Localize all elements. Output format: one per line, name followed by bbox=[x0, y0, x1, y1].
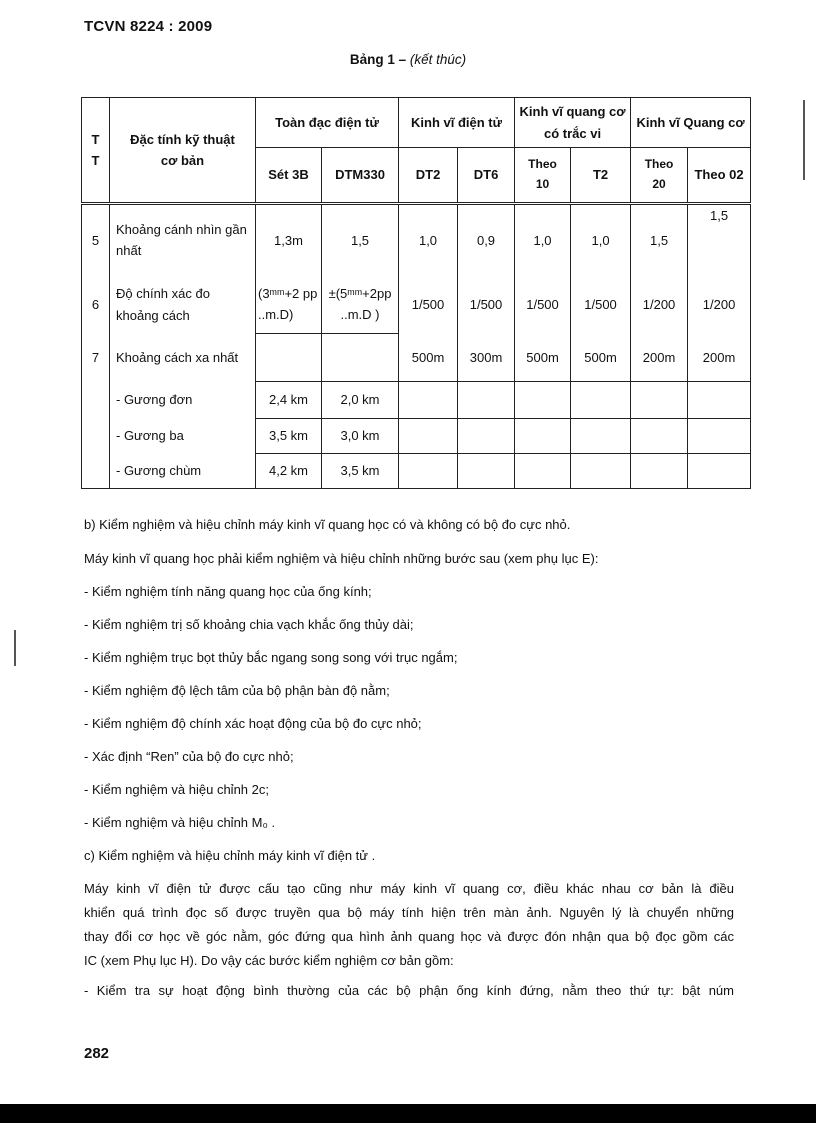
row6-theo10: 1/500 bbox=[515, 276, 571, 334]
scan-bottom-bar bbox=[0, 1104, 816, 1123]
row5-t2: 1,0 bbox=[571, 204, 631, 276]
header-dt2: DT2 bbox=[399, 148, 458, 204]
row6-t2: 1/500 bbox=[571, 276, 631, 334]
list-item: - Xác định “Ren” của bộ đo cực nhỏ; bbox=[84, 749, 294, 764]
row6-set3b-line2: ..m.D) bbox=[258, 307, 294, 323]
header-tt bbox=[82, 98, 110, 204]
section-c-line: thay đổi cơ học về góc nằm, góc đứng qua hình ảnh quang học và được đón nhận qua bộ đọc gồm các bbox=[84, 929, 734, 944]
header-characteristic-line1: Đặc tính kỹ thuật bbox=[130, 131, 235, 147]
table-row-mirror-cluster bbox=[82, 454, 751, 489]
row6-dt2: 1/500 bbox=[399, 276, 458, 334]
row5-theo02: 1,5 bbox=[688, 204, 751, 276]
mirror-cluster-t2 bbox=[571, 454, 631, 489]
header-tt-line2: T bbox=[91, 153, 100, 168]
row7-theo20: 200m bbox=[631, 334, 688, 382]
mirror-single-dt2 bbox=[399, 382, 458, 419]
scan-edge-mark bbox=[803, 100, 805, 180]
specification-table bbox=[81, 97, 751, 489]
mirror-triple-dtm330: 3,0 km bbox=[322, 419, 399, 454]
header-theo10 bbox=[515, 148, 571, 204]
mirror-cluster-theo02 bbox=[688, 454, 751, 489]
section-c-line: khiển quá trình đọc số được truyền qua bộ máy tính hiện trên màn ảnh. Nguyên lý là chuyển những bbox=[84, 905, 734, 920]
row6-dtm330-line1: ±(5ᵐᵐ+2pp bbox=[328, 285, 392, 301]
row6-set3b bbox=[256, 276, 322, 334]
mirror-cluster-theo20 bbox=[631, 454, 688, 489]
header-theo10-a: Theo bbox=[528, 157, 557, 172]
row6-name-line2: khoảng cách bbox=[116, 307, 190, 323]
row5-dt2: 1,0 bbox=[399, 204, 458, 276]
header-dt6: DT6 bbox=[458, 148, 515, 204]
row7-t2: 500m bbox=[571, 334, 631, 382]
header-set3b: Sét 3B bbox=[256, 148, 322, 204]
table-row-6 bbox=[82, 276, 751, 334]
row5-theo20: 1,5 bbox=[631, 204, 688, 276]
section-c-line: Máy kinh vĩ điện tử được cấu tạo cũng như máy kinh vĩ quang cơ, điều khác nhau cơ bản là điều bbox=[84, 881, 734, 896]
list-item: - Kiểm nghiệm độ chính xác hoạt động của bộ đo cực nhỏ; bbox=[84, 716, 422, 731]
row6-name bbox=[110, 276, 256, 334]
scan-edge-mark bbox=[14, 630, 16, 666]
mirror-single-t2 bbox=[571, 382, 631, 419]
row7-tt: 7 bbox=[82, 334, 110, 382]
list-item: - Kiểm nghiệm trị số khoảng chia vạch khắc ống thủy dài; bbox=[84, 617, 414, 632]
table-row-5 bbox=[82, 204, 751, 276]
section-b-intro: Máy kinh vĩ quang học phải kiểm nghiệm và hiệu chỉnh những bước sau (xem phụ lục E): bbox=[84, 551, 599, 566]
standard-code: TCVN 8224 : 2009 bbox=[84, 18, 213, 35]
mirror-cluster-set3b: 4,2 km bbox=[256, 454, 322, 489]
mirror-cluster-dtm330: 3,5 km bbox=[322, 454, 399, 489]
mirror-triple-set3b: 3,5 km bbox=[256, 419, 322, 454]
mirror-triple-name: - Gương ba bbox=[110, 419, 256, 454]
mirror-single-theo20 bbox=[631, 382, 688, 419]
header-characteristic-line2: cơ bản bbox=[160, 153, 205, 168]
row6-name-line1: Độ chính xác đo bbox=[116, 286, 210, 302]
list-item: - Kiểm nghiệm trục bọt thủy bắc ngang song song với trục ngắm; bbox=[84, 650, 458, 665]
mirror-single-tt bbox=[82, 382, 110, 419]
row7-theo10: 500m bbox=[515, 334, 571, 382]
row5-dtm330: 1,5 bbox=[322, 204, 399, 276]
mirror-triple-theo02 bbox=[688, 419, 751, 454]
mirror-cluster-dt2 bbox=[399, 454, 458, 489]
mirror-single-dtm330: 2,0 km bbox=[322, 382, 399, 419]
row5-theo10: 1,0 bbox=[515, 204, 571, 276]
table-caption-note: (kết thúc) bbox=[409, 52, 467, 67]
row7-theo02: 200m bbox=[688, 334, 751, 382]
mirror-single-theo10 bbox=[515, 382, 571, 419]
header-optical-micrometer: Kinh vĩ quang cơ có trắc vi bbox=[515, 98, 631, 148]
mirror-single-set3b: 2,4 km bbox=[256, 382, 322, 419]
mirror-triple-dt2 bbox=[399, 419, 458, 454]
list-item: - Kiểm nghiệm và hiệu chỉnh 2c; bbox=[84, 782, 269, 797]
row7-set3b bbox=[256, 334, 322, 382]
list-item: - Kiểm nghiệm tính năng quang học của ống kính; bbox=[84, 584, 372, 599]
row5-tt: 5 bbox=[82, 204, 110, 276]
header-t2: T2 bbox=[571, 148, 631, 204]
section-c-heading: c) Kiểm nghiệm và hiệu chỉnh máy kinh vĩ điện tử . bbox=[84, 848, 376, 863]
section-c-step-line: - Kiểm tra sự hoạt động bình thường của các bộ phận ống kính đứng, nằm theo thứ tự: bật núm bbox=[84, 983, 734, 998]
row5-set3b: 1,3m bbox=[256, 204, 322, 276]
header-total-station: Toàn đạc điện tử bbox=[256, 98, 399, 148]
header-theo20 bbox=[631, 148, 688, 204]
header-theo20-a: Theo bbox=[644, 157, 674, 172]
row7-dt6: 300m bbox=[458, 334, 515, 382]
bullet-list bbox=[84, 580, 734, 835]
mirror-cluster-tt bbox=[82, 454, 110, 489]
table-row-7 bbox=[82, 334, 751, 382]
row6-theo20: 1/200 bbox=[631, 276, 688, 334]
header-tt-line1: T bbox=[91, 131, 100, 147]
row5-name: Khoảng cánh nhìn gần nhất bbox=[110, 204, 256, 276]
header-dtm330: DTM330 bbox=[322, 148, 399, 204]
row7-dtm330 bbox=[322, 334, 399, 382]
mirror-single-dt6 bbox=[458, 382, 515, 419]
header-characteristic bbox=[110, 98, 256, 204]
mirror-single-theo02 bbox=[688, 382, 751, 419]
mirror-cluster-name: - Gương chùm bbox=[110, 454, 256, 489]
table-caption bbox=[0, 52, 816, 67]
page-number: 282 bbox=[84, 1045, 110, 1062]
list-item: - Kiểm nghiệm và hiệu chỉnh M₀ . bbox=[84, 815, 276, 830]
table-row-mirror-single bbox=[82, 382, 751, 419]
mirror-triple-t2 bbox=[571, 419, 631, 454]
row6-set3b-line1: (3ᵐᵐ+2 pp bbox=[258, 285, 318, 301]
header-theo20-b: 20 bbox=[652, 177, 666, 191]
header-theo02: Theo 02 bbox=[688, 148, 751, 204]
row6-dtm330-line2: ..m.D ) bbox=[340, 307, 380, 323]
row7-name: Khoảng cách xa nhất bbox=[110, 334, 256, 382]
mirror-triple-theo10 bbox=[515, 419, 571, 454]
mirror-single-name: - Gương đơn bbox=[110, 382, 256, 419]
mirror-triple-dt6 bbox=[458, 419, 515, 454]
section-c-line-last: IC (xem Phụ lục H). Do vậy các bước kiểm nghiệm cơ bản gồm: bbox=[84, 953, 454, 968]
mirror-cluster-dt6 bbox=[458, 454, 515, 489]
header-theo10-b: 10 bbox=[535, 177, 550, 191]
row5-dt6: 0,9 bbox=[458, 204, 515, 276]
row6-dt6: 1/500 bbox=[458, 276, 515, 334]
mirror-triple-tt bbox=[82, 419, 110, 454]
row7-dt2: 500m bbox=[399, 334, 458, 382]
header-row-1 bbox=[82, 98, 751, 148]
row6-theo02: 1/200 bbox=[688, 276, 751, 334]
row6-dtm330 bbox=[322, 276, 399, 334]
list-item: - Kiểm nghiệm độ lệch tâm của bộ phận bàn độ nằm; bbox=[84, 683, 390, 698]
mirror-triple-theo20 bbox=[631, 419, 688, 454]
table-row-mirror-triple bbox=[82, 419, 751, 454]
section-b-heading: b) Kiểm nghiệm và hiệu chỉnh máy kinh vĩ quang học có và không có bộ đo cực nhỏ. bbox=[84, 517, 571, 532]
section-c-paragraph bbox=[84, 877, 734, 973]
mirror-cluster-theo10 bbox=[515, 454, 571, 489]
row6-tt: 6 bbox=[82, 276, 110, 334]
header-electronic-theodolite: Kinh vĩ điện tử bbox=[399, 98, 515, 148]
table-caption-label: Bảng 1 – bbox=[349, 52, 407, 67]
header-optical-theodolite: Kinh vĩ Quang cơ bbox=[631, 98, 751, 148]
body-text bbox=[84, 513, 734, 1003]
